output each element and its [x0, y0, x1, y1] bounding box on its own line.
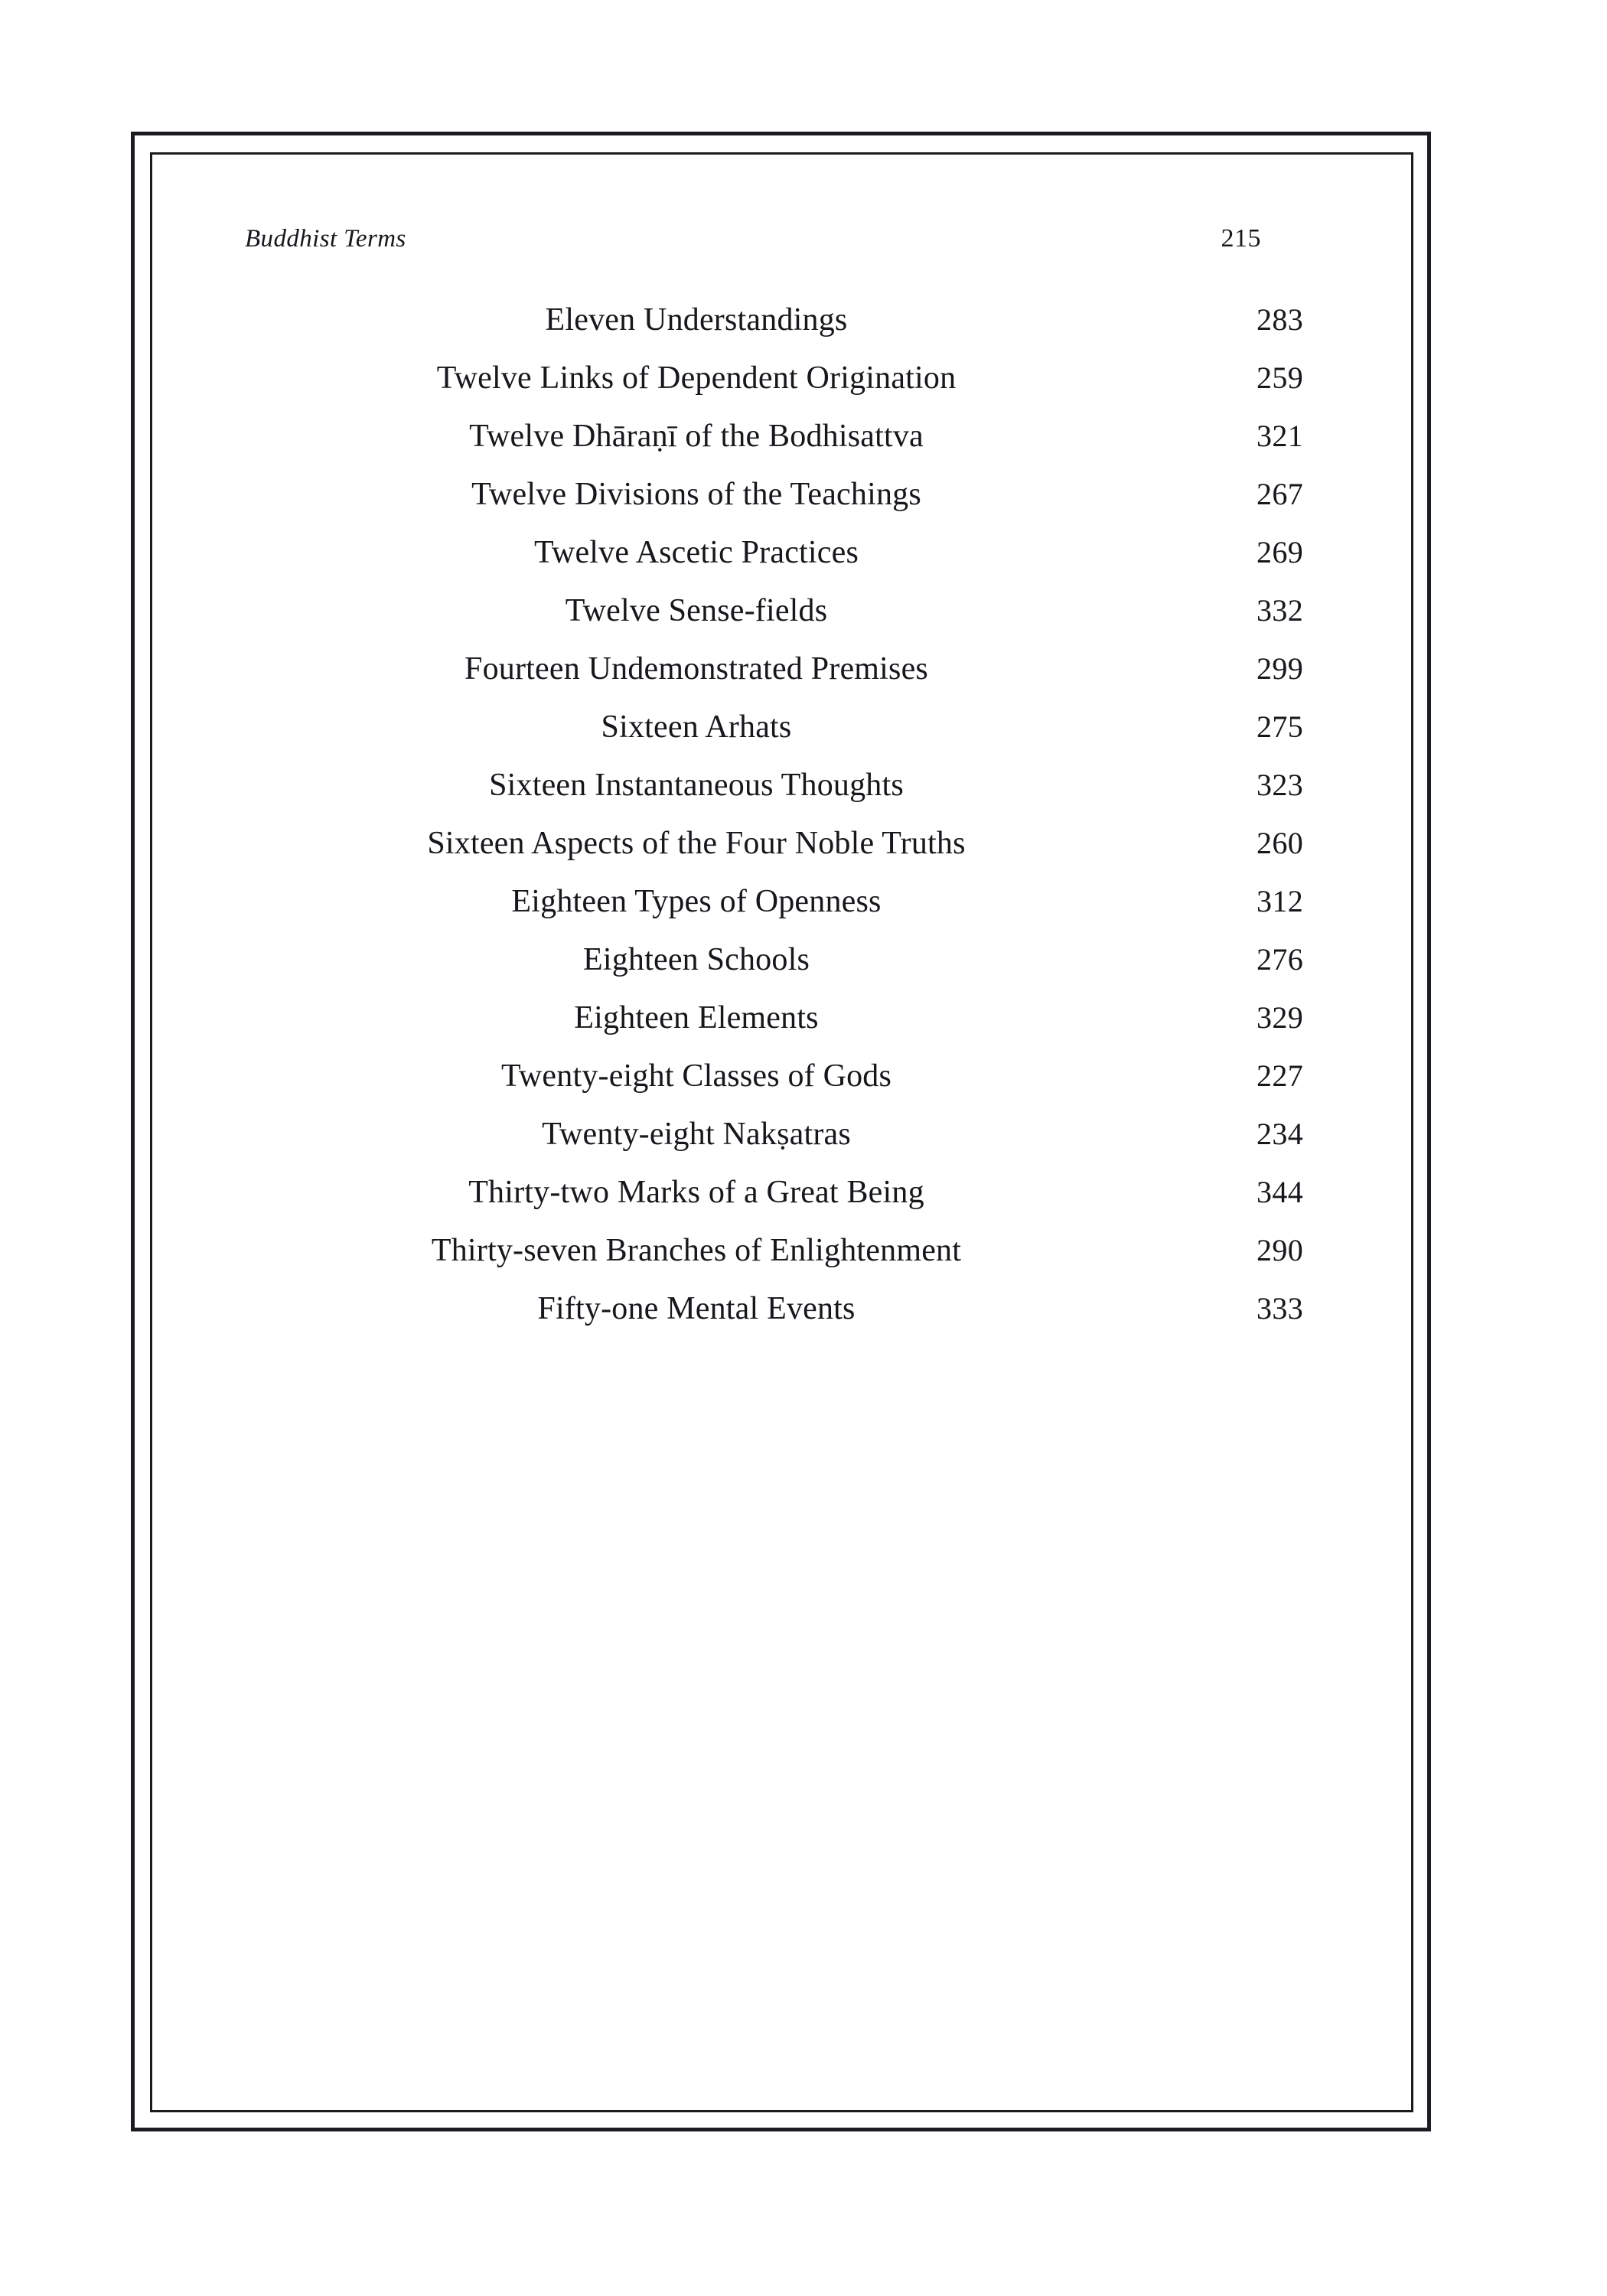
index-entry-page-number: 283 — [1257, 302, 1304, 337]
index-entry-row — [245, 872, 1316, 931]
index-entry-page-number: 269 — [1257, 535, 1304, 569]
index-entry-page-number: 275 — [1257, 709, 1304, 744]
index-entry-page-number: 259 — [1257, 360, 1304, 395]
index-entry-row — [245, 1221, 1316, 1280]
index-entry-row — [245, 291, 1316, 349]
index-entry-row — [245, 814, 1316, 872]
index-entry-row — [245, 640, 1316, 698]
index-entry-list — [245, 291, 1316, 1338]
index-entry-page-number: 344 — [1257, 1175, 1304, 1209]
index-entry-row — [245, 349, 1316, 407]
index-entry-page-number: 329 — [1257, 1000, 1304, 1035]
index-entry-title: Eighteen Elements — [574, 1000, 819, 1035]
index-entry-page-number: 332 — [1257, 593, 1304, 628]
running-head-title: Buddhist Terms — [245, 225, 406, 253]
index-entry-row — [245, 407, 1316, 465]
index-entry-row — [245, 523, 1316, 582]
index-entry-page-number: 276 — [1257, 942, 1304, 977]
index-entry-page-number: 333 — [1257, 1291, 1304, 1326]
index-entry-row — [245, 756, 1316, 814]
index-entry-title: Twelve Dhāraṇī of the Bodhisattva — [469, 419, 924, 454]
index-entry-row — [245, 465, 1316, 523]
index-entry-page-number: 312 — [1257, 884, 1304, 918]
index-entry-row — [245, 931, 1316, 989]
index-entry-page-number: 299 — [1257, 651, 1304, 686]
index-entry-title: Twelve Divisions of the Teachings — [471, 477, 921, 512]
index-entry-page-number: 234 — [1257, 1117, 1304, 1151]
index-entry-title: Twelve Links of Dependent Origination — [436, 360, 957, 396]
index-entry-row — [245, 582, 1316, 640]
index-entry-title: Twelve Sense-fields — [565, 593, 828, 628]
index-entry-row — [245, 1105, 1316, 1163]
index-entry-row — [245, 1163, 1316, 1221]
running-head — [245, 224, 1301, 261]
index-entry-title: Twenty-eight Classes of Gods — [500, 1058, 892, 1094]
index-entry-title: Eleven Understandings — [545, 302, 848, 338]
index-entry-title: Sixteen Aspects of the Four Noble Truths — [427, 826, 966, 861]
index-entry-title: Fourteen Undemonstrated Premises — [464, 651, 928, 687]
index-entry-page-number: 321 — [1257, 419, 1304, 453]
index-entry-row — [245, 989, 1316, 1047]
index-entry-page-number: 290 — [1257, 1233, 1304, 1267]
index-entry-title: Sixteen Arhats — [601, 709, 792, 745]
index-entry-title: Thirty-seven Branches of Enlightenment — [431, 1233, 962, 1268]
index-entry-title: Eighteen Schools — [583, 942, 810, 977]
index-entry-page-number: 260 — [1257, 826, 1304, 860]
index-entry-title: Sixteen Instantaneous Thoughts — [489, 768, 904, 803]
page-folio-number: 215 — [1221, 224, 1261, 253]
index-entry-title: Twelve Ascetic Practices — [533, 535, 859, 570]
index-entry-page-number: 267 — [1257, 477, 1304, 511]
index-entry-title: Thirty-two Marks of a Great Being — [468, 1175, 924, 1210]
index-entry-title: Twenty-eight Nakṣatras — [542, 1117, 851, 1152]
index-entry-row — [245, 1280, 1316, 1338]
index-entry-page-number: 323 — [1257, 768, 1304, 802]
index-entry-page-number: 227 — [1257, 1058, 1304, 1093]
index-entry-row — [245, 698, 1316, 756]
index-entry-row — [245, 1047, 1316, 1105]
index-entry-title: Eighteen Types of Openness — [511, 884, 882, 919]
index-entry-title: Fifty-one Mental Events — [537, 1291, 856, 1326]
